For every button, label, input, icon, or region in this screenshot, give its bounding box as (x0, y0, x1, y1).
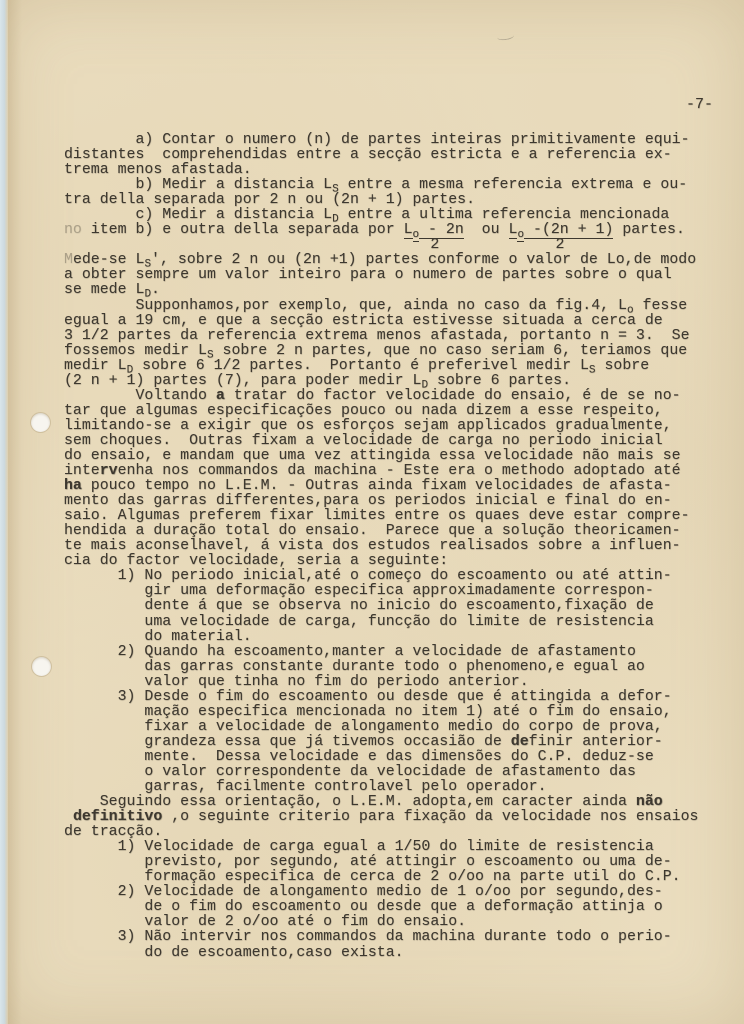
text-line: gir uma deformação especifica approximadamente correspon- (64, 583, 654, 600)
scanner-edge-strip (0, 0, 8, 1024)
page-number: -7- (686, 96, 714, 113)
text-line: medir $L_D$ sobre 6 1/2 partes. Portanto é preferivel medir $L_S$ sobre (64, 357, 650, 377)
text-line: c) Medir a distancia $L_D$ entre a ultima referencia mencionada (64, 207, 670, 226)
text-line: definitivo ,o seguinte criterio para fixação da velocidade nos ensaios (72, 809, 699, 826)
text-line: do de escoamento,caso exista. (64, 944, 404, 961)
text-line: 1) Velocidade de carga egual a 1/50 do limite de resistencia (64, 839, 654, 856)
text-line: valor de 2 o/oo até o fim do ensaio. (64, 914, 467, 931)
text-line: fixar a velocidade de alongamento medio do corpo de prova, (64, 718, 663, 735)
text-line: Mede-se $L_S'$, sobre 2 n ou (2n +1) partes conforme o valor de Lo,de modo (64, 252, 697, 271)
text-line: Voltando a tratar do factor velocidade do ensaio, é de se no- (64, 387, 681, 404)
typewritten-text (64, 133, 734, 961)
text-line: (2 n + 1) partes (7), para poder medir $L_D$ sobre 6 partes. (64, 372, 572, 392)
text-line: mento das garras differentes,para os periodos inicial e final do en- (64, 493, 672, 510)
text-line: previsto, por segundo, até attingir o escoamento ou uma de- (64, 854, 672, 871)
text-line: do ensaio, e mandam que uma vez attingida essa velocidade não mais se (64, 447, 681, 464)
text-line: tra della separada por 2 n ou (2n + 1) partes. (64, 192, 476, 209)
text-line: uma velocidade de carga, funcção do limite de resistencia (64, 613, 654, 630)
text-line: Supponhamos,por exemplo, que, ainda no caso da fig.4, $L_o$ fesse (64, 297, 688, 317)
text-line: no item b) e outra della separada por $L_o - 2n$ ou $L_o$ -(2n + 1) partes. (64, 222, 685, 241)
text-line: limitando-se a exigir que os esforços sejam applicados gradualmente, (64, 417, 672, 434)
text-line: 2 2 (64, 237, 565, 254)
text-line: ha pouco tempo no L.E.M. - Outras ainda fixam velocidades de afasta- (64, 478, 672, 495)
punch-hole-bottom (32, 657, 51, 676)
text-line: valor que tinha no fim do periodo anterior. (64, 673, 529, 690)
paper-edge-shadow (8, 0, 22, 1024)
punch-hole-top (31, 413, 50, 432)
text-line: b) Medir a distancia $L_S$ entre a mesma referencia extrema e ou- (64, 177, 688, 196)
text-line: te mais aconselhavel, á vista dos estudos realisados sobre a influen- (64, 538, 681, 555)
text-line: hendida a duração total do ensaio. Parece que a solução theoricamen- (64, 523, 681, 540)
text-line: a) Contar o numero (n) de partes inteiras primitivamente equi- (64, 132, 690, 148)
text-line: tar que algumas especificações pouco ou nada dizem a esse respeito, (64, 402, 663, 419)
text-line: distantes comprehendidas entre a secção estricta e a referencia ex- (64, 147, 672, 164)
text-line: a obter sempre um valor inteiro para o numero de partes sobre o qual (64, 267, 672, 284)
text-line: 3) Desde o fim do escoamento ou desde que é attingida a defor- (64, 688, 672, 705)
text-line: grandeza essa que já tivemos occasião de definir anterior- (64, 733, 663, 750)
text-line: 2) Quando ha escoamento,manter a velocidade de afastamento (64, 643, 636, 660)
text-line: fossemos medir $L_S$ sobre 2 n partes, que no caso seriam 6, teriamos que (64, 342, 688, 362)
text-line: 3) Não intervir nos commandos da machina durante todo o perio- (64, 929, 672, 946)
text-line: intervenha nos commandos da machina - Este era o methodo adoptado até (64, 463, 681, 480)
text-line: sem choques. Outras fixam a velocidade de carga no periodo inicial (64, 432, 663, 449)
text-line: 3 1/2 partes da referencia extrema menos afastada, portanto n = 3. Se (64, 327, 690, 344)
text-line: de tracção. (64, 824, 163, 841)
text-line: trema menos afastada. (64, 162, 252, 179)
text-line: formação especifica de cerca de 2 o/oo na parte util do C.P. (64, 869, 681, 886)
pencil-mark (497, 32, 515, 41)
text-line: dente á que se observa no inicio do escoamento,fixação de (64, 598, 654, 615)
text-line: garras, facilmente controlavel pelo operador. (64, 779, 547, 796)
text-line: mação especifica mencionada no item 1) até o fim do ensaio, (64, 703, 672, 720)
text-line: das garras constante durante todo o phenomeno,e egual ao (64, 658, 645, 675)
text-line: se mede $L_D$. (64, 282, 160, 301)
text-line: o valor correspondente da velocidade de afastamento das (64, 763, 636, 780)
text-line: 2) Velocidade de alongamento medio de 1 o/oo por segundo,des- (64, 884, 663, 901)
text-line: mente. Dessa velocidade e das dimensões do C.P. deduz-se (64, 748, 654, 765)
text-line: do material. (64, 628, 252, 645)
text-line: egual a 19 cm, e que a secção estricta estivesse situada a cerca de (64, 312, 663, 329)
text-line: Seguindo essa orientação, o L.E.M. adopta,em caracter ainda não (64, 794, 663, 811)
text-line: saio. Algumas preferem fixar limites entre os quaes deve estar compre- (64, 508, 690, 525)
text-line: 1) No periodo inicial,até o começo do escoamento ou até attin- (64, 568, 672, 585)
text-line: de o fim do escoamento ou desde que a deformação attinja o (64, 899, 663, 916)
text-line: cia do factor velocidade, seria a seguinte: (64, 553, 449, 570)
